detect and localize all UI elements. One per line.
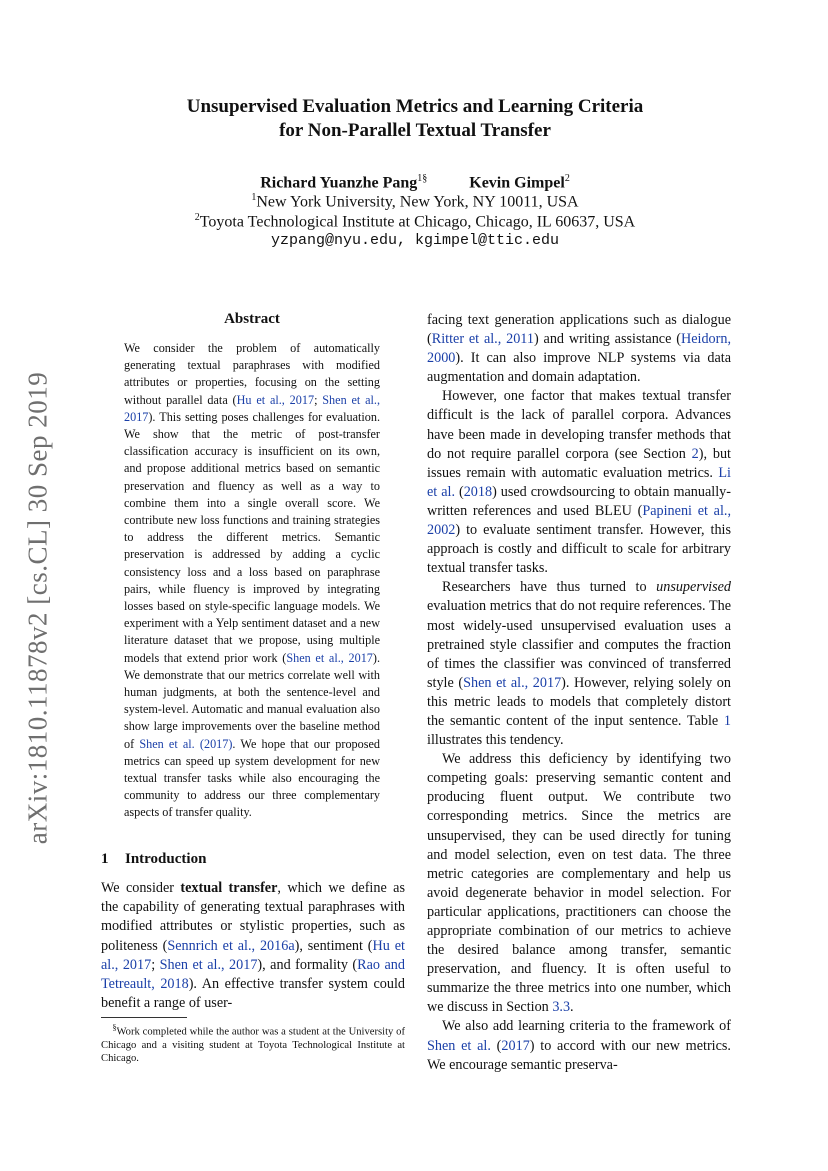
abstract-body [124,340,380,822]
arxiv-identifier-stamp: arXiv:1810.11878v2 [cs.CL] 30 Sep 2019 [22,371,53,845]
body-text: ) and writing assistance ( [533,331,681,348]
citation-link[interactable]: Sennrich et al., 2016a [167,937,295,954]
body-text: illustrates this tendency. [427,732,564,749]
section-title: Introduction [125,851,207,867]
body-text: We consider [101,880,181,896]
citation-link[interactable]: Shen et al., 2017 [286,650,373,665]
author-affiliation-mark: 1§ [417,173,428,184]
paper-title [100,95,730,143]
body-text: We also add learning criteria to the framework of [442,1018,731,1035]
affiliation-text: Toyota Technological Institute at Chicago, Chicago, IL 60637, USA [199,213,636,231]
paper-title-line-1: Unsupervised Evaluation Metrics and Learning Criteria [186,96,644,117]
abstract-heading: Abstract [224,311,280,327]
citation-link[interactable]: 2018 [463,483,493,500]
abstract-text: ). We demonstrate that our metrics correlate well with human judgments, at both the sentence-level and system-level. Automatic and manual evaluation also show large improvements over the baseline method of [124,650,381,751]
introduction-paragraph [101,879,405,1013]
citation-link[interactable]: Li et al. [427,464,731,500]
author-affiliation-mark: 2 [564,173,570,184]
body-paragraph [427,750,731,1017]
body-text: ) used crowdsourcing to obtain manually-written references and used BLEU ( [427,483,731,519]
citation-link[interactable]: Ritter et al., 2011 [431,331,534,348]
footnote-divider [101,1017,187,1018]
body-text: We address this deficiency by identifying two competing goals: preserving semantic content and producing fluent output. We contribute two corresponding metrics. Since the metrics are unsupervised, they can be used directly for tuning and model selection, even on test data. The three metric categories are complementary and help us avoid degenerate behavior in model selection. For particular applications, practitioners can choose the appropriate combination of our metrics to achieve the desired balance among transfer, semantic preservation, and fluency. It is often useful to summarize the three metrics into one number, which we discuss in Section [427,751,731,1016]
right-column [427,311,731,1075]
abstract-text: ). This setting poses challenges for evaluation. We show that the metric of post-transfer classification accuracy is insufficient on its own, and propose additional metrics based on semantic preservation and fluency as well as a way to combine them into a single overall score. We contribute new loss functions and training strategies to address the different metrics. Semantic preservation is addressed by adding a cyclic consistency loss and a loss based on paraphrase pairs, while fluency is improved by integrating losses based on style-specific language models. We experiment with a Yelp sentiment dataset and a new literature dataset that we propose, using multiple models that extend prior work ( [124,409,380,665]
body-text: ), sentiment ( [294,937,373,954]
body-text: . [570,999,574,1016]
abstract-text: . We hope that our proposed metrics can speed up system development for new textual transfer tasks while also encouraging the community to address our three complementary aspects of transfer quality. [124,736,380,820]
citation-link[interactable]: Shen et al., 2017 [463,674,562,691]
citation-link[interactable]: Shen et al., 2017 [159,956,258,973]
citation-link[interactable]: Hu et al., 2017 [101,937,405,973]
section-reference-link[interactable]: 3.3 [552,999,571,1016]
section-reference-link[interactable]: 2 [691,445,699,462]
footnote-text: Work completed while the author was a student at the University of Chicago and a visiting student at Toyota Technological Institute at Chicago. [101,1026,406,1064]
affiliation-text: New York University, New York, NY 10011, USA [256,193,579,211]
body-paragraph [427,578,731,750]
affiliation [100,192,730,211]
body-text: ( [455,483,464,500]
body-text: ), but issues remain with automatic evaluation metrics. [427,445,731,481]
body-text: ; [151,956,160,973]
author-list [100,173,730,192]
footnote-mark: § [112,1023,117,1032]
citation-link[interactable]: Heidorn, 2000 [427,331,731,367]
body-text: ), and formality ( [257,956,358,973]
citation-link[interactable]: Shen et al. (2017) [139,736,233,751]
citation-link[interactable]: Shen et al. [427,1037,491,1054]
body-paragraph [427,311,731,387]
author-emails: yzpang@nyu.edu, kgimpel@ttic.edu [270,232,560,249]
citation-link[interactable]: Rao and Tetreault, 2018 [101,956,405,993]
body-text: , which we define as the capability of generating textual paraphrases with modified attributes or stylistic properties, such as politeness ( [101,880,405,954]
paper-title-line-2: for Non-Parallel Textual Transfer [279,120,551,141]
section-heading-introduction [101,851,206,868]
author-name: Kevin Gimpel [469,174,565,192]
body-text: evaluation metrics that do not require references. The most widely-used unsupervised evaluation uses a pretrained style classifier and computes the fraction of times the classifier was convinced of transferred style ( [427,598,731,691]
body-text: facing text generation applications such as dialogue ( [427,312,731,348]
citation-link[interactable]: Papineni et al., 2002 [427,502,731,539]
citation-link[interactable]: 2017 [501,1037,530,1054]
body-text: ) to accord with our new metrics. We encourage semantic preserva- [427,1037,731,1073]
body-text: Researchers have thus turned to [442,579,657,596]
body-text: ( [490,1037,502,1054]
body-paragraph [427,387,731,578]
emphasized-term: unsupervised [656,579,731,596]
body-text: ). An effective transfer system could benefit a range of user- [101,976,405,1012]
body-text: ). However, relying solely on this metric leads to models that completely distort the semantic content of the input sentence. Table [427,674,731,729]
abstract-text: We consider the problem of automatically generating textual paraphrases with modified attributes or properties, focusing on the setting without parallel data ( [124,341,380,407]
section-number: 1 [101,851,109,867]
citation-link[interactable]: Shen et al., 2017 [124,392,380,424]
body-paragraph [427,1017,731,1074]
author-name: Richard Yuanzhe Pang [260,174,418,192]
affiliation-mark: 1 [251,192,257,203]
body-text: ) to evaluate sentiment transfer. However, this approach is costly and difficult to scale for arbitrary textual transfer tasks. [427,522,731,577]
table-reference-link[interactable]: 1 [723,712,731,729]
abstract-text: ; [314,392,323,407]
body-text: ). It can also improve NLP systems via data augmentation and domain adaptation. [427,350,731,386]
defined-term: textual transfer [180,880,278,896]
affiliation [100,212,730,231]
body-text: However, one factor that makes textual transfer difficult is the lack of parallel corpora. Advances have been made in developing transfer methods that do not require parallel corpora (see Section [427,388,731,462]
footnote [101,1021,405,1065]
affiliation-mark: 2 [194,212,200,223]
citation-link[interactable]: Hu et al., 2017 [236,392,315,407]
